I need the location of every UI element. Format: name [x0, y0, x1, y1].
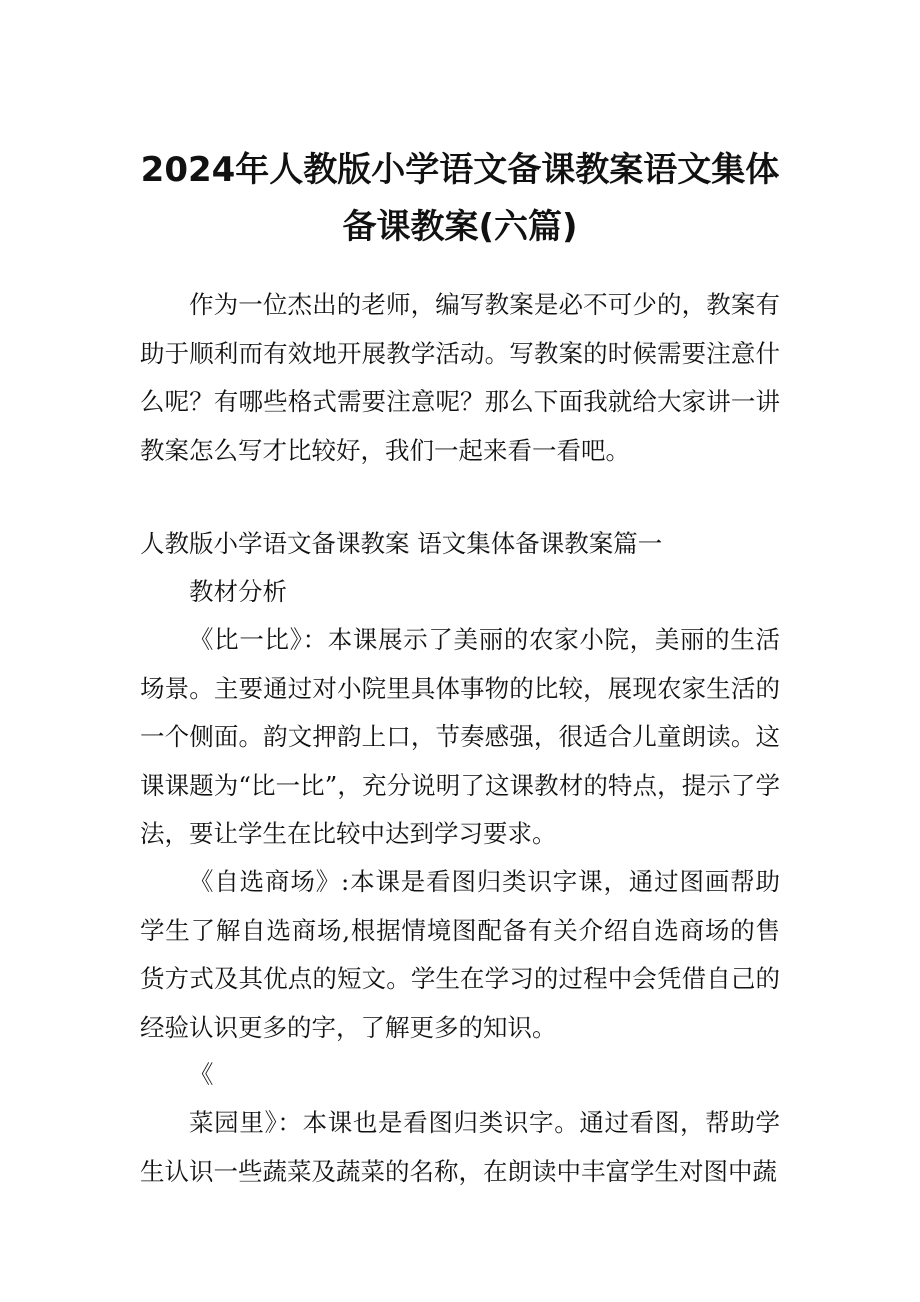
- paragraph-cai-yuan-li: 菜园里》：本课也是看图归类识字。通过看图，帮助学生认识一些蔬菜及蔬菜的名称，在朗读中丰富学生对图中蔬: [140, 1108, 780, 1186]
- section-subheading: 教材分析: [189, 577, 287, 606]
- paragraph-open-quote-mark: 《: [189, 1060, 214, 1089]
- paragraph-zi-xuan-shang-chang: 《自选商场》:本课是看图归类识字课，通过图画帮助学生了解自选商场,根据情境图配备有关介绍自选商场的售货方式及其优点的短文。学生在学习的过程中会凭借自己的经验认识更多的字，了解更多的知识。: [140, 867, 780, 1042]
- intro-paragraph: 作为一位杰出的老师，编写教案是必不可少的，教案有助于顺利而有效地开展教学活动。写教案的时候需要注意什么呢？有哪些格式需要注意呢？那么下面我就给大家讲一讲教案怎么写才比较好，我们一起来看一看吧。: [140, 290, 780, 465]
- paragraph-bi-yi-bi: 《比一比》：本课展示了美丽的农家小院，美丽的生活场景。主要通过对小院里具体事物的比较，展现农家生活的一个侧面。韵文押韵上口，节奏感强，很适合儿童朗读。这课课题为“比一比”，充分说明了这课教材的特点，提示了学法，要让学生在比较中达到学习要求。: [140, 625, 780, 848]
- section-heading: 人教版小学语文备课教案 语文集体备课教案篇一: [140, 529, 663, 558]
- document-title-line-2: 备课教案(六篇): [342, 207, 578, 247]
- document-title-line-1: 2024年人教版小学语文备课教案语文集体: [140, 150, 780, 190]
